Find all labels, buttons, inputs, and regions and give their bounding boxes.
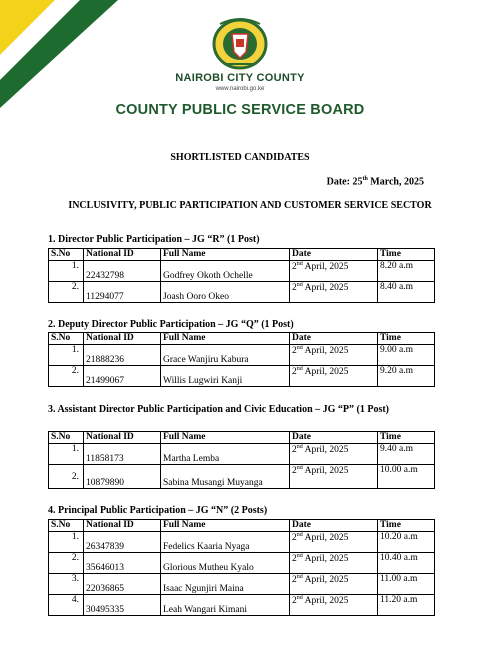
section-heading-2: 2. Deputy Director Public Participation – JG “Q” (1 Post)	[48, 319, 294, 330]
county-seal-logo	[206, 12, 274, 72]
table-row	[49, 574, 435, 595]
col-header-national-id: National ID	[84, 249, 161, 261]
cell-full-name: Sabina Musangi Muyanga	[161, 465, 290, 489]
section-heading-3: 3. Assistant Director Public Participation and Civic Education – JG “P” (1 Post)	[48, 404, 390, 415]
table-row	[49, 532, 435, 553]
cell-time: 9.00 a.m	[378, 345, 435, 366]
cell-national-id: 21888236	[84, 345, 161, 366]
col-header-date: Date	[290, 432, 378, 444]
col-header-full-name: Full Name	[161, 432, 290, 444]
table-row	[49, 282, 435, 303]
table-row	[49, 444, 435, 465]
table-header-row	[49, 333, 435, 345]
cell-date: 2nd April, 2025	[290, 595, 378, 616]
cell-national-id: 11294077	[84, 282, 161, 303]
col-header-full-name: Full Name	[161, 333, 290, 345]
col-header-date: Date	[290, 333, 378, 345]
col-header-date: Date	[290, 520, 378, 532]
cell-time: 11.20 a.m	[378, 595, 435, 616]
col-header-sno: S.No	[49, 249, 84, 261]
cell-date: 2nd April, 2025	[290, 574, 378, 595]
section-heading-4: 4. Principal Public Participation – JG “N” (2 Posts)	[48, 505, 268, 516]
cell-time: 8.40 a.m	[378, 282, 435, 303]
cell-full-name: Fedelics Kaaria Nyaga	[161, 532, 290, 553]
cell-time: 10.40 a.m	[378, 553, 435, 574]
table-header-row	[49, 520, 435, 532]
table-header-row	[49, 249, 435, 261]
cell-date: 2nd April, 2025	[290, 282, 378, 303]
col-header-national-id: National ID	[84, 432, 161, 444]
cell-date: 2nd April, 2025	[290, 465, 378, 489]
cell-sno: 2.	[49, 553, 84, 574]
table-row	[49, 345, 435, 366]
cell-sno: 1.	[49, 345, 84, 366]
cell-sno: 1.	[49, 532, 84, 553]
cell-date: 2nd April, 2025	[290, 366, 378, 387]
section-heading-1: 1. Director Public Participation – JG “R” (1 Post)	[48, 234, 260, 245]
cell-time: 10.00 a.m	[378, 465, 435, 489]
cell-national-id: 22432798	[84, 261, 161, 282]
cell-national-id: 22036865	[84, 574, 161, 595]
cell-national-id: 21499067	[84, 366, 161, 387]
sector-title: INCLUSIVITY, PUBLIC PARTICIPATION AND CUSTOMER SERVICE SECTOR	[68, 200, 432, 211]
cell-national-id: 26347839	[84, 532, 161, 553]
document-date: Date: 25th March, 2025	[326, 176, 424, 188]
cell-time: 8.20 a.m	[378, 261, 435, 282]
cell-full-name: Martha Lemba	[161, 444, 290, 465]
cell-sno: 2.	[49, 465, 84, 489]
cell-sno: 1.	[49, 444, 84, 465]
cell-sno: 4.	[49, 595, 84, 616]
page-title: SHORTLISTED CANDIDATES	[170, 152, 310, 163]
col-header-sno: S.No	[49, 520, 84, 532]
cell-national-id: 30495335	[84, 595, 161, 616]
table-row	[49, 595, 435, 616]
col-header-full-name: Full Name	[161, 520, 290, 532]
table-row	[49, 465, 435, 489]
col-header-time: Time	[378, 249, 435, 261]
table-row	[49, 366, 435, 387]
cell-sno: 2.	[49, 366, 84, 387]
cell-date: 2nd April, 2025	[290, 532, 378, 553]
col-header-sno: S.No	[49, 333, 84, 345]
organization-name: NAIROBI CITY COUNTY	[175, 72, 305, 84]
candidates-table-4	[48, 519, 435, 616]
cell-time: 9.40 a.m	[378, 444, 435, 465]
cell-full-name: Joash Ooro Okeo	[161, 282, 290, 303]
cell-full-name: Godfrey Okoth Ochelle	[161, 261, 290, 282]
cell-sno: 1.	[49, 261, 84, 282]
col-header-time: Time	[378, 432, 435, 444]
table-header-row	[49, 432, 435, 444]
cell-date: 2nd April, 2025	[290, 261, 378, 282]
candidates-table-1	[48, 248, 435, 303]
col-header-full-name: Full Name	[161, 249, 290, 261]
cell-sno: 3.	[49, 574, 84, 595]
col-header-time: Time	[378, 333, 435, 345]
cell-date: 2nd April, 2025	[290, 444, 378, 465]
cell-national-id: 11858173	[84, 444, 161, 465]
cell-time: 9.20 a.m	[378, 366, 435, 387]
board-title: COUNTY PUBLIC SERVICE BOARD	[115, 102, 365, 118]
candidates-table-3	[48, 431, 435, 489]
col-header-time: Time	[378, 520, 435, 532]
col-header-national-id: National ID	[84, 520, 161, 532]
cell-full-name: Willis Lugwiri Kanji	[161, 366, 290, 387]
cell-full-name: Glorious Mutheu Kyalo	[161, 553, 290, 574]
cell-full-name: Leah Wangari Kimani	[161, 595, 290, 616]
cell-full-name: Isaac Ngunjiri Maina	[161, 574, 290, 595]
cell-full-name: Grace Wanjiru Kabura	[161, 345, 290, 366]
col-header-sno: S.No	[49, 432, 84, 444]
cell-date: 2nd April, 2025	[290, 553, 378, 574]
table-row	[49, 553, 435, 574]
col-header-national-id: National ID	[84, 333, 161, 345]
table-row	[49, 261, 435, 282]
corner-decoration	[0, 0, 120, 110]
cell-time: 11.00 a.m	[378, 574, 435, 595]
col-header-date: Date	[290, 249, 378, 261]
organization-website[interactable]: www.nairobi.go.ke	[215, 86, 265, 92]
cell-time: 10.20 a.m	[378, 532, 435, 553]
cell-sno: 2.	[49, 282, 84, 303]
candidates-table-2	[48, 332, 435, 387]
cell-national-id: 35646013	[84, 553, 161, 574]
cell-date: 2nd April, 2025	[290, 345, 378, 366]
cell-national-id: 10879890	[84, 465, 161, 489]
